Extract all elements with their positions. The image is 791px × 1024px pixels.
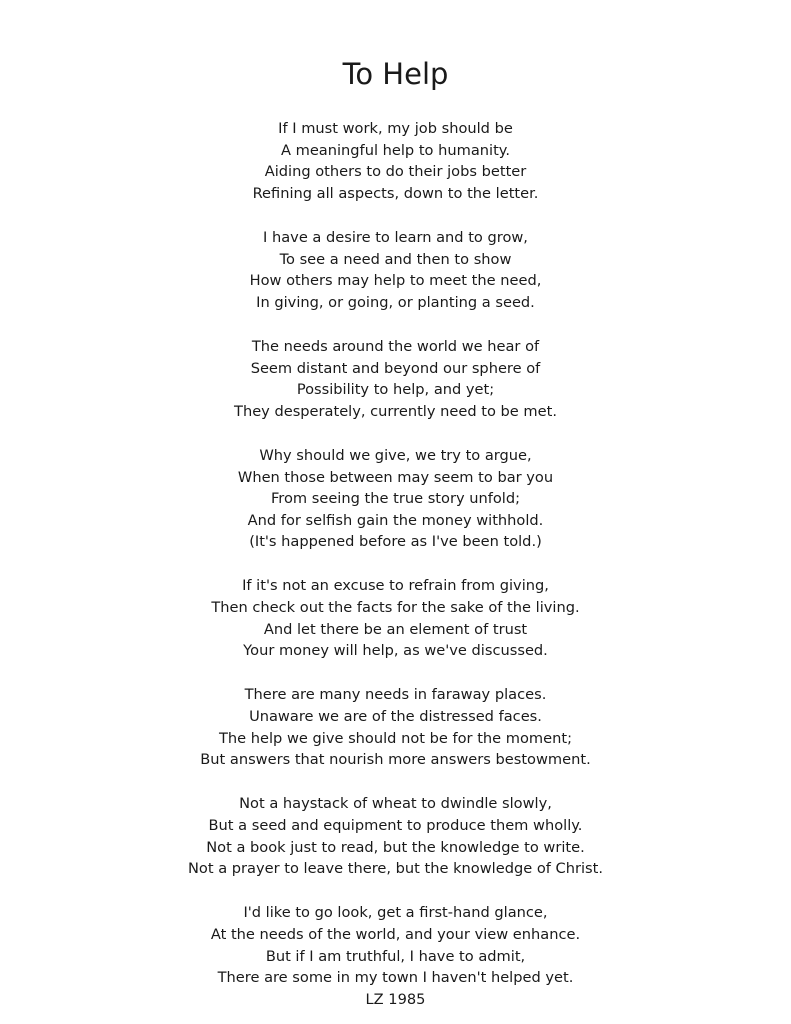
poem-line: Possibility to help, and yet; bbox=[296, 381, 495, 399]
poem-line: Why should we give, we try to argue, bbox=[259, 446, 532, 464]
poem-line: If it's not an excuse to refrain from giving, bbox=[242, 577, 549, 595]
poem-line: The help we give should not be for the moment; bbox=[218, 729, 573, 747]
author-signature: LZ 1985 bbox=[365, 990, 426, 1008]
poem-line: Not a book just to read, but the knowledge to write. bbox=[206, 838, 585, 856]
poem-line: But a seed and equipment to produce them wholly. bbox=[208, 817, 583, 834]
poem-line: At the needs of the world, and your view enhance. bbox=[210, 925, 581, 943]
poem-line: I'd like to go look, get a first-hand glance, bbox=[243, 904, 548, 922]
stanza-4 bbox=[0, 445, 791, 553]
stanza-7 bbox=[0, 793, 791, 879]
poem-line: There are many needs in faraway places. bbox=[244, 686, 547, 704]
poem-line: Refining all aspects, down to the letter. bbox=[252, 184, 539, 202]
stanza-6 bbox=[0, 684, 791, 770]
poem-line: How others may help to meet the need, bbox=[249, 272, 542, 290]
poem-line: Not a prayer to leave there, but the knowledge of Christ. bbox=[187, 860, 604, 878]
poem-line: They desperately, currently need to be met. bbox=[234, 402, 557, 420]
poem-line: Not a haystack of wheat to dwindle slowly, bbox=[239, 795, 552, 813]
poem-line: Then check out the facts for the sake of the living. bbox=[211, 599, 580, 617]
stanza-3 bbox=[0, 336, 791, 422]
poem-line: When those between may seem to bar you bbox=[237, 468, 554, 486]
poem-line: Unaware we are of the distressed faces. bbox=[249, 708, 542, 726]
poem-title: To Help bbox=[342, 57, 449, 91]
poem-line: (It's happened before as I've been told.) bbox=[249, 533, 542, 551]
poem-body bbox=[0, 118, 791, 1010]
poem-line: From seeing the true story unfold; bbox=[270, 490, 521, 508]
poem-line: But if I am truthful, I have to admit, bbox=[265, 947, 526, 965]
poem-line: The needs around the world we hear of bbox=[251, 337, 540, 355]
poem-line: But answers that nourish more answers bestowment. bbox=[200, 751, 591, 769]
stanza-8 bbox=[0, 902, 791, 1010]
stanza-1 bbox=[0, 118, 791, 204]
poem-line: There are some in my town I haven't helped yet. bbox=[217, 969, 574, 987]
poem-line: To see a need and then to show bbox=[279, 250, 512, 268]
stanza-5 bbox=[0, 575, 791, 661]
poem-line: Aiding others to do their jobs better bbox=[264, 163, 527, 181]
poem-line: And let there be an element of trust bbox=[263, 620, 528, 638]
poem-line: Your money will help, as we've discussed. bbox=[243, 642, 548, 660]
poem-line: A meaningful help to humanity. bbox=[280, 141, 510, 159]
poem-line: Seem distant and beyond our sphere of bbox=[250, 359, 541, 377]
stanza-2 bbox=[0, 227, 791, 313]
poem-line: If I must work, my job should be bbox=[278, 120, 513, 137]
poem-line: I have a desire to learn and to grow, bbox=[263, 228, 528, 246]
poem-line: And for selfish gain the money withhold. bbox=[247, 511, 544, 529]
poem-line: In giving, or going, or planting a seed. bbox=[256, 293, 535, 311]
